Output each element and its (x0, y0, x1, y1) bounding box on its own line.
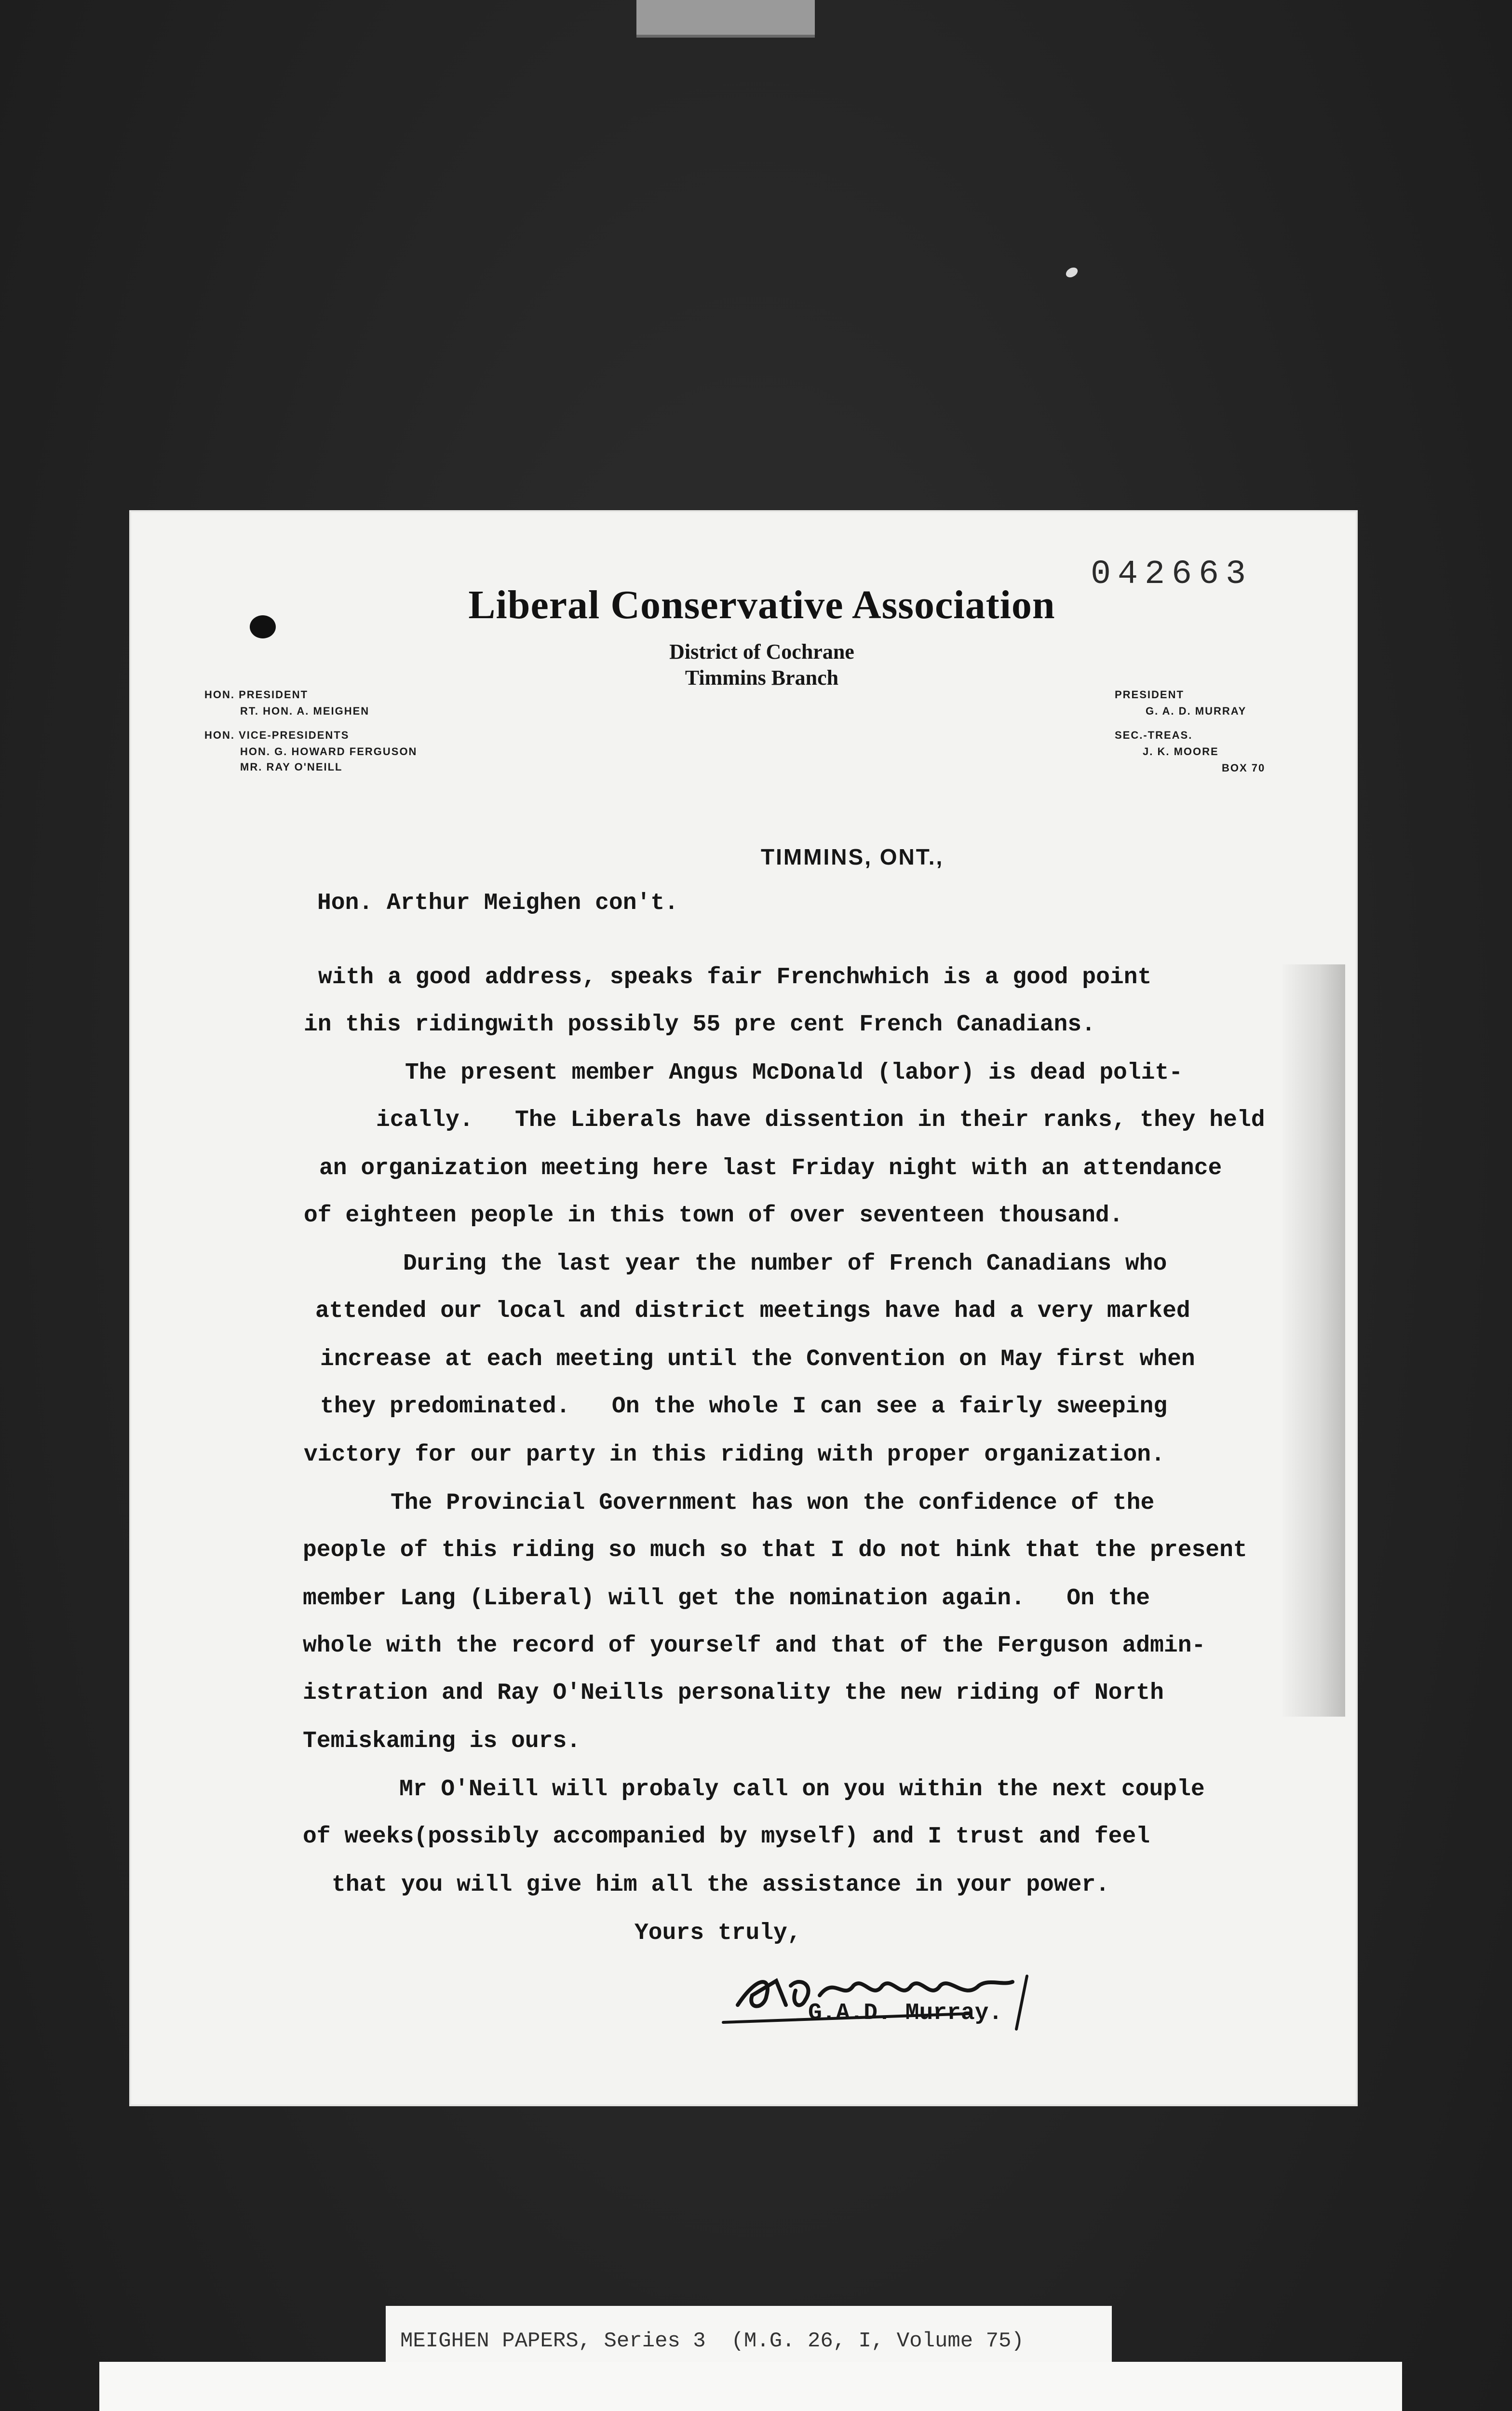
letter-line: member Lang (Liberal) will get the nomination again. On the (303, 1585, 1150, 1612)
sec-treas-label: SEC.-TREAS. (1115, 729, 1193, 741)
letter-line: The present member Angus McDonald (labor) is dead polit- (405, 1060, 1183, 1086)
box-number: BOX 70 (1222, 762, 1266, 774)
letter-line: Temiskaming is ours. (303, 1728, 581, 1754)
letter-line: people of this riding so much so that I do not hink that the present (303, 1537, 1247, 1563)
letter-line: istration and Ray O'Neills personality the new riding of North (303, 1680, 1164, 1706)
closing: Yours truly, (634, 1920, 801, 1946)
letter-line: in this ridingwith possibly 55 pre cent French Canadians. (304, 1012, 1095, 1038)
sheet-curled-edge (1282, 964, 1345, 1717)
letter-line: an organization meeting here last Friday night with an attendance (319, 1155, 1222, 1181)
hon-president-label: HON. PRESIDENT (204, 689, 309, 701)
letter-line: with a good address, speaks fair Frenchwhich is a good point (318, 964, 1152, 990)
letter-line: During the last year the number of French Canadians who (403, 1251, 1167, 1277)
president-name: G. A. D. MURRAY (1146, 705, 1247, 717)
association-title: Liberal Conservative Association (468, 582, 1055, 627)
archives-card (99, 2362, 1402, 2411)
letter-line: they predominated. On the whole I can see a fairly sweeping (320, 1394, 1168, 1420)
ink-blot (250, 615, 276, 638)
vice-president-oneill: MR. RAY O'NEILL (240, 761, 343, 773)
president-label: PRESIDENT (1115, 689, 1184, 701)
letter-line: increase at each meeting until the Convention on May first when (320, 1346, 1195, 1372)
recipient-line: Hon. Arthur Meighen con't. (317, 890, 678, 916)
letter-line: Mr O'Neill will probaly call on you within the next couple (399, 1776, 1205, 1802)
vice-president-ferguson: HON. G. HOWARD FERGUSON (240, 745, 418, 758)
letter-line: that you will give him all the assistance in your power. (332, 1872, 1110, 1898)
letter-line: whole with the record of yourself and that of the Ferguson admin- (303, 1633, 1206, 1659)
letter-line: of weeks(possibly accompanied by myself) and I trust and feel (303, 1824, 1150, 1850)
place-line: TIMMINS, ONT., (761, 844, 944, 869)
mounting-tape (636, 0, 815, 38)
letter-line: ically. The Liberals have dissention in their ranks, they held (376, 1107, 1265, 1133)
signature-name: G.A.D. Murray. (808, 2000, 1003, 2026)
sec-treas-name: J. K. MOORE (1143, 745, 1219, 758)
document-number: 042663 (1091, 555, 1253, 594)
hon-vice-presidents-label: HON. VICE-PRESIDENTS (204, 729, 350, 741)
letter-line: of eighteen people in this town of over seventeen thousand. (304, 1203, 1123, 1229)
branch-name: Timmins Branch (685, 666, 839, 690)
letter-line: The Provincial Government has won the confidence of the (391, 1490, 1155, 1516)
letter-line: attended our local and district meetings have had a very marked (315, 1298, 1190, 1324)
series-label: MEIGHEN PAPERS, Series 3 (M.G. 26, I, Volume 75) (400, 2329, 1024, 2353)
district-name: District of Cochrane (669, 640, 854, 664)
letter-line: victory for our party in this riding with proper organization. (304, 1442, 1165, 1468)
hon-president-name: RT. HON. A. MEIGHEN (240, 705, 370, 717)
